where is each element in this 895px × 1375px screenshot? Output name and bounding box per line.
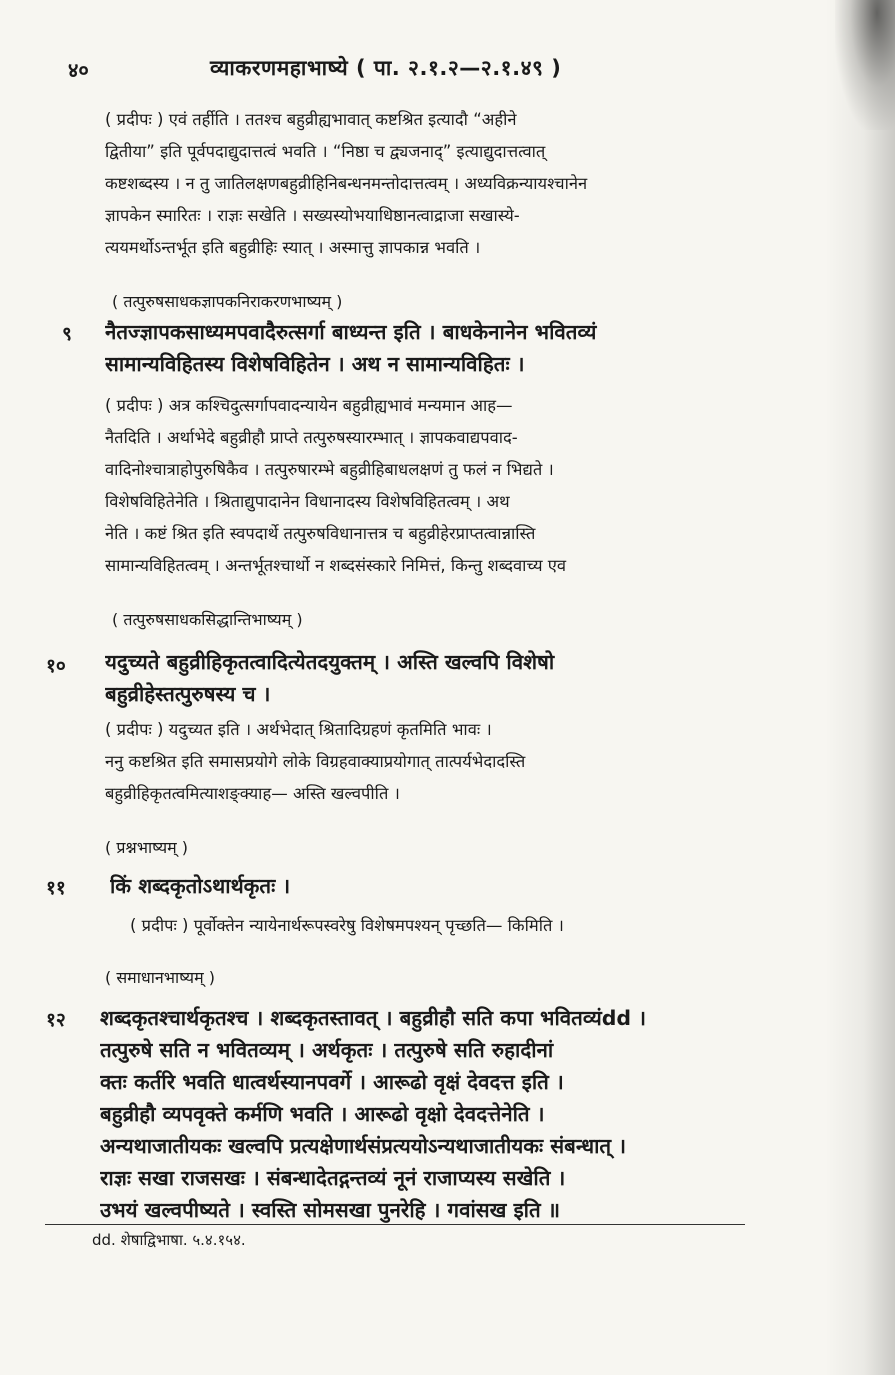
sutra-number: ९ [62, 323, 72, 345]
footnote: dd. शेषाद्विभाषा. ५.४.१५४. [92, 1231, 246, 1249]
page-edge-stain [835, 0, 895, 130]
text-line: किं शब्दकृतोऽथार्थकृतः । [110, 874, 291, 898]
text-line: वादिनोश्चात्राहोपुरुषिकैव । तत्पुरुषारम्भे बहुव्रीहिबाधलक्षणं तु फलं न भिद्यते । [105, 460, 554, 479]
text-line: त्ययमर्थोऽन्तर्भूत इति बहुव्रीहिः स्यात् । अस्मात्तु ज्ञापकान्न भवति । [105, 238, 481, 257]
text-line: कष्टशब्दस्य । न तु जातिलक्षणबहुव्रीहिनिबन्धनमन्तोदात्तत्वम् । अध्यविक्रन्यायश्चानेन [105, 174, 588, 193]
text-line: ज्ञापकेन स्मारितः । राज्ञः सखेति । सख्यस्योभयाधिष्ठानत्वाद्राजा सखास्ये- [105, 206, 520, 225]
text-line: बहुव्रीहौ व्यपवृक्ते कर्मणि भवति । आरूढो वृक्षो देवदत्तेनेति । [100, 1102, 545, 1126]
text-line: शब्दकृतश्चार्थकृतश्च । शब्दकृतस्तावत् । बहुव्रीहौ सति कपा भवितव्यंdd । [100, 1006, 647, 1030]
pradipa-commentary-1 [105, 104, 765, 264]
text-line: क्तः कर्तरि भवति धात्वर्थस्यानपवर्गे । आरूढो वृक्षं देवदत्त इति । [100, 1070, 564, 1094]
sutra-number: १० [46, 655, 66, 677]
sutra-number: १२ [46, 1009, 66, 1031]
text-line: नैतदिति । अर्थाभेदे बहुव्रीहौ प्राप्ते तत्पुरुषस्यारम्भात् । ज्ञापकवाद्यपवाद- [105, 428, 518, 447]
text-line: नेति । कष्टं श्रित इति स्वपदार्थे तत्पुरुषविधानात्तत्र च बहुव्रीहेरप्राप्तत्वान्नास्ति [105, 524, 536, 543]
pradipa-commentary-4 [130, 910, 770, 942]
text-line: यदुच्यते बहुव्रीहिकृतत्वादित्येतदयुक्तम् । अस्ति खल्वपि विशेषो [105, 650, 555, 674]
text-line: ( प्रदीपः ) पूर्वोक्तेन न्यायेनार्थरूपस्वरेषु विशेषमपश्यन् पृच्छति— किमिति । [130, 916, 564, 935]
text-line: ननु कष्टश्रित इति समासप्रयोगे लोके विग्रहवाक्याप्रयोगात् तात्पर्यभेदादस्ति [105, 752, 526, 771]
text-line: सामान्यविहितत्वम् । अन्तर्भूतश्चार्थो न शब्दसंस्कारे निमित्तं, किन्तु शब्दवाच्य एव [105, 556, 567, 575]
text-line: ( प्रदीपः ) एवं तर्हीति । ततश्च बहुव्रीह्यभावात् कष्टश्रित इत्यादौ “अहीने [105, 110, 517, 129]
text-line: नैतज्ज्ञापकसाध्यमपवादैरुत्सर्गा बाध्यन्त इति । बाधकेनानेन भवितव्यं [105, 320, 597, 344]
section-heading: ( तत्पुरुषसाधकसिद्धान्तिभाष्यम् ) [112, 610, 303, 629]
text-line: ( प्रदीपः ) यदुच्यत इति । अर्थभेदात् श्रितादिग्रहणं कृतमिति भावः । [105, 720, 492, 739]
pradipa-commentary-3 [105, 714, 765, 810]
text-line: विशेषविहितेनेति । श्रिताद्युपादानेन विधानादस्य विशेषविहितत्वम् । अथ [105, 492, 510, 511]
text-line: तत्पुरुषे सति न भवितव्यम् । अर्थकृतः । तत्पुरुषे सति रुहादीनां [100, 1038, 554, 1062]
text-line: अन्यथाजातीयकः खल्वपि प्रत्यक्षेणार्थसंप्रत्ययोऽन्यथाजातीयकः संबन्धात् । [100, 1134, 627, 1158]
text-line: सामान्यविहितस्य विशेषविहितेन । अथ न सामान्यविहितः । [105, 352, 525, 376]
running-title: व्याकरणमहाभाष्ये ( पा. २.१.२—२.१.४९ ) [210, 56, 562, 80]
bhashya-text-12 [100, 1002, 760, 1226]
pradipa-commentary-2 [105, 390, 765, 582]
text-line: राज्ञः सखा राजसखः । संबन्धादेतद्गन्तव्यं नूनं राजाप्यस्य सखेति । [100, 1166, 566, 1190]
page-number: ४० [68, 58, 89, 82]
text-line: उभयं खल्वपीष्यते । स्वस्ति सोमसखा पुनरेहि । गवांसख इति ॥ [100, 1198, 561, 1222]
bhashya-text-10 [105, 646, 765, 710]
sutra-number: ११ [46, 877, 66, 899]
section-heading: ( समाधानभाष्यम् ) [105, 968, 215, 987]
page-edge-shadow [825, 0, 895, 1375]
page-header [60, 50, 760, 90]
footnote-divider [45, 1224, 745, 1225]
text-line: ( प्रदीपः ) अत्र कश्चिदुत्सर्गापवादन्यायेन बहुव्रीह्यभावं मन्यमान आह— [105, 396, 513, 415]
text-line: द्वितीया” इति पूर्वपदाद्युदात्तत्वं भवति । “निष्ठा च द्व्यजनाद्” इत्याद्युदात्तत्वात् [105, 142, 546, 161]
bhashya-text-11 [110, 870, 710, 902]
text-line: बहुव्रीहिकृतत्वमित्याशङ्क्याह— अस्ति खल्वपीति । [105, 784, 400, 803]
section-heading: ( तत्पुरुषसाधकज्ञापकनिराकरणभाष्यम् ) [112, 292, 343, 311]
bhashya-text-9 [105, 316, 765, 380]
text-line: बहुव्रीहेस्तत्पुरुषस्य च । [105, 682, 271, 706]
section-heading: ( प्रश्नभाष्यम् ) [105, 838, 188, 857]
